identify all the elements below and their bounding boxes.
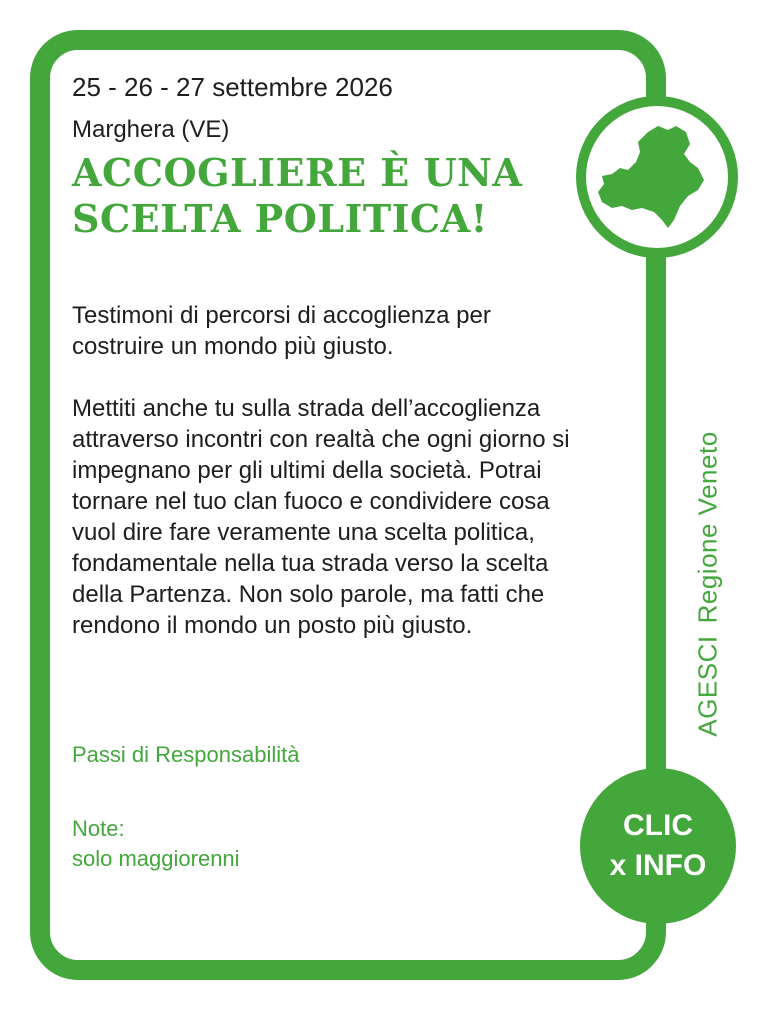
veneto-map-icon — [576, 96, 738, 258]
event-description — [72, 300, 582, 672]
organization-name: AGESCI — [692, 635, 723, 737]
region-badge — [576, 96, 738, 258]
description-paragraph-2: Mettiti anche tu sulla strada dell’accoglienza attraverso incontri con realtà che ogni giorno si impegnano per gli ultimi della società. Potrai tornare nel tuo clan fuoco e condividere cosa vuol dire fare veramente una scelta politica, fondamentale nella tua strada verso la scelta della Partenza. Non solo parole, ma fatti che rendono il mondo un posto più giusto. — [72, 395, 570, 639]
event-title-line2: SCELTA POLITICA! — [72, 196, 488, 241]
info-button-line2: x INFO — [609, 849, 707, 882]
notes-label: Note: — [72, 816, 125, 841]
description-paragraph-1: Testimoni di percorsi di accoglienza per costruire un mondo più giusto. — [72, 302, 491, 360]
organization-region: Regione Veneto — [692, 431, 723, 624]
organization-label — [693, 431, 724, 736]
info-button[interactable] — [580, 768, 736, 924]
notes-value: solo maggiorenni — [72, 846, 240, 871]
info-button-line1: CLIC — [623, 809, 693, 842]
event-location: Marghera (VE) — [72, 116, 230, 143]
notes — [72, 814, 240, 874]
event-dates: 25 - 26 - 27 settembre 2026 — [72, 72, 393, 102]
event-title — [72, 150, 572, 242]
event-title-line1: ACCOGLIERE È UNA — [72, 150, 523, 195]
category-label: Passi di Responsabilità — [72, 742, 300, 767]
